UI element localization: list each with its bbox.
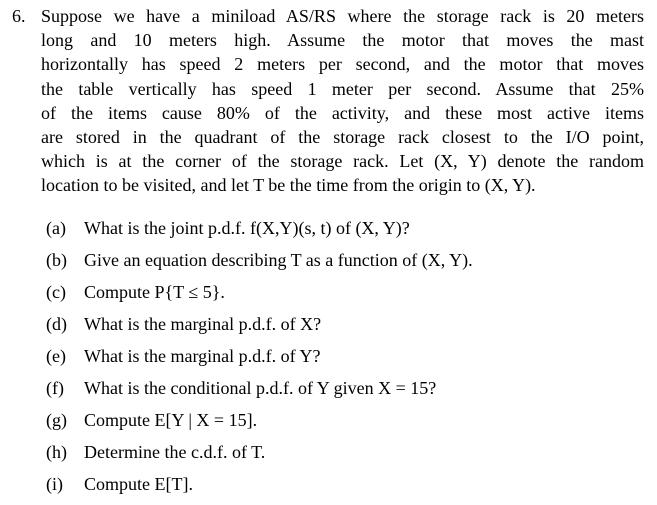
sub-question-text: Compute P{T ≤ 5}. xyxy=(84,282,225,302)
sub-question xyxy=(46,372,646,404)
sub-question-list xyxy=(46,212,646,500)
sub-question xyxy=(46,340,646,372)
problem-statement xyxy=(12,4,644,198)
sub-question xyxy=(46,468,646,500)
sub-question xyxy=(46,276,646,308)
sub-question xyxy=(46,212,646,244)
sub-question-label: (g) xyxy=(46,410,67,430)
sub-question xyxy=(46,308,646,340)
sub-question-text: Compute E[Y | X = 15]. xyxy=(84,410,258,430)
problem-line: are stored in the quadrant of the storage rack closest to the I/O point, xyxy=(41,126,644,147)
sub-question-text: What is the marginal p.d.f. of X? xyxy=(84,314,322,334)
sub-question-text: Compute E[T]. xyxy=(84,474,193,494)
problem-line: which is at the corner of the storage rack. Let (X, Y) denote the random xyxy=(41,151,644,172)
problem-line: Suppose we have a miniload AS/RS where the storage rack is 20 meters xyxy=(41,6,644,26)
sub-question-label: (h) xyxy=(46,442,67,462)
problem-number: 6. xyxy=(12,6,26,26)
sub-question-text: What is the marginal p.d.f. of Y? xyxy=(84,346,321,366)
problem-line: of the items cause 80% of the activity, and these most active items xyxy=(41,102,644,123)
sub-question xyxy=(46,436,646,468)
problem-line: long and 10 meters high. Assume the motor that moves the mast xyxy=(41,30,644,51)
sub-question-label: (a) xyxy=(46,218,66,238)
sub-question xyxy=(46,244,646,276)
sub-question-text: Determine the c.d.f. of T. xyxy=(84,442,266,462)
problem-line: the table vertically has speed 1 meter per second. Assume that 25% xyxy=(41,78,644,99)
sub-question-label: (i) xyxy=(46,474,63,494)
sub-question-text: What is the joint p.d.f. f(X,Y)(s, t) of (X, Y)? xyxy=(84,218,410,238)
sub-question-label: (f) xyxy=(46,378,64,398)
problem-line: horizontally has speed 2 meters per second, and the motor that moves xyxy=(41,54,644,75)
problem-line: location to be visited, and let T be the time from the origin to (X, Y). xyxy=(41,175,536,196)
problem-text xyxy=(41,4,644,198)
sub-question xyxy=(46,404,646,436)
sub-question-label: (e) xyxy=(46,346,66,366)
sub-question-label: (b) xyxy=(46,250,67,270)
sub-question-label: (d) xyxy=(46,314,67,334)
sub-question-label: (c) xyxy=(46,282,66,302)
sub-question-text: What is the conditional p.d.f. of Y given X = 15? xyxy=(84,378,437,398)
sub-question-text: Give an equation describing T as a function of (X, Y). xyxy=(84,250,473,270)
